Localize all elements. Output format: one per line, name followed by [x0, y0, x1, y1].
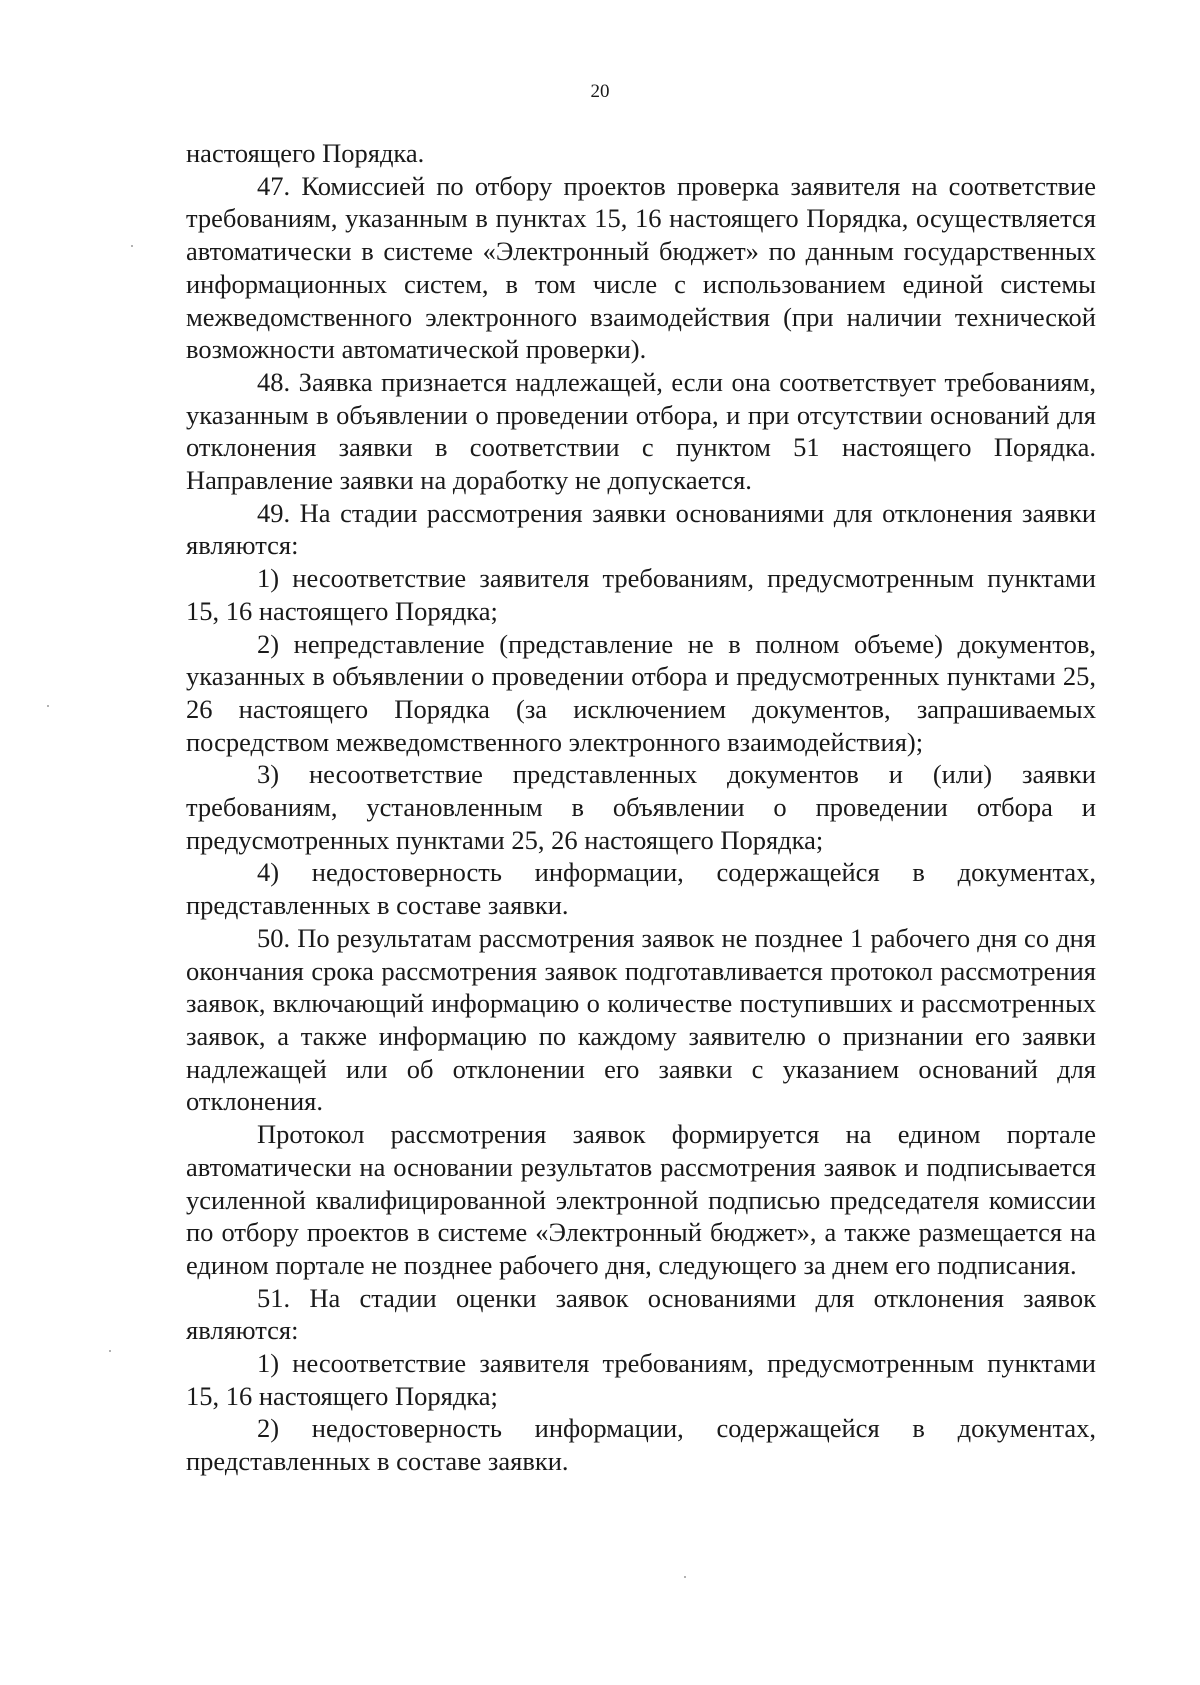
paragraph-item-47: 47. Комиссией по отбору проектов проверка заявителя на соответствие требованиям, указанным в пунктах 15, 16 настоящего Порядка, осуществляется автоматически в системе «Электронный бюджет» по данным государственных информационных систем, в том числе с использованием единой системы межведомственного электронного взаимодействия (при наличии технической возможности автоматической проверки). [186, 170, 1096, 365]
list-item: 2) непредставление (представление не в полном объеме) документов, указанных в объявлении о проведении отбора и предусмотренных пунктами 25, 26 настоящего Порядка (за исключением документов, запрашиваемых посредством межведомственного электронного взаимодействия); [186, 628, 1096, 757]
list-item: 2) недостоверность информации, содержащейся в документах, представленных в составе заявки. [186, 1413, 1096, 1477]
list-item: 1) несоответствие заявителя требованиям, предусмотренным пунктами 15, 16 настоящего Порядка; [186, 563, 1096, 626]
list-item: 1) несоответствие заявителя требованиям, предусмотренным пунктами 15, 16 настоящего Порядка; [186, 1348, 1096, 1411]
paragraph: настоящего Порядка. [186, 138, 425, 168]
list-item: 4) недостоверность информации, содержащейся в документах, представленных в составе заявки. [186, 857, 1096, 921]
document-body [186, 137, 1096, 1478]
scan-artifact [109, 1350, 111, 1352]
scan-artifact [47, 705, 49, 707]
paragraph-item-49: 49. На стадии рассмотрения заявки основаниями для отклонения заявки являются: [186, 497, 1096, 561]
paragraph-protocol: Протокол рассмотрения заявок формируется на едином портале автоматически на основании результатов рассмотрения заявок и подписывается усиленной квалифицированной электронной подписью председателя комиссии по отбору проектов в системе «Электронный бюджет», а также размещается на едином портале не позднее рабочего дня, следующего за днем его подписания. [186, 1119, 1096, 1280]
paragraph-item-50: 50. По результатам рассмотрения заявок не позднее 1 рабочего дня со дня окончания срока рассмотрения заявок подготавливается протокол рассмотрения заявок, включающий информацию о количестве поступивших и рассмотренных заявок, а также информацию по каждому заявителю о признании его заявки надлежащей или об отклонении его заявки с указанием оснований для отклонения. [186, 922, 1096, 1117]
paragraph-item-48: 48. Заявка признается надлежащей, если она соответствует требованиям, указанным в объявлении о проведении отбора, и при отсутствии оснований для отклонения заявки в соответствии с пунктом 51 настоящего Порядка. Направление заявки на доработку не допускается. [186, 366, 1096, 496]
page-number: 20 [590, 81, 610, 102]
scan-artifact [684, 1576, 686, 1578]
list-item: 3) несоответствие представленных документов и (или) заявки требованиям, установленным в объявлении о проведении отбора и предусмотренных пунктами 25, 26 настоящего Порядка; [186, 759, 1096, 855]
paragraph-item-51: 51. На стадии оценки заявок основаниями для отклонения заявок являются: [186, 1282, 1096, 1346]
scan-artifact [131, 245, 133, 247]
